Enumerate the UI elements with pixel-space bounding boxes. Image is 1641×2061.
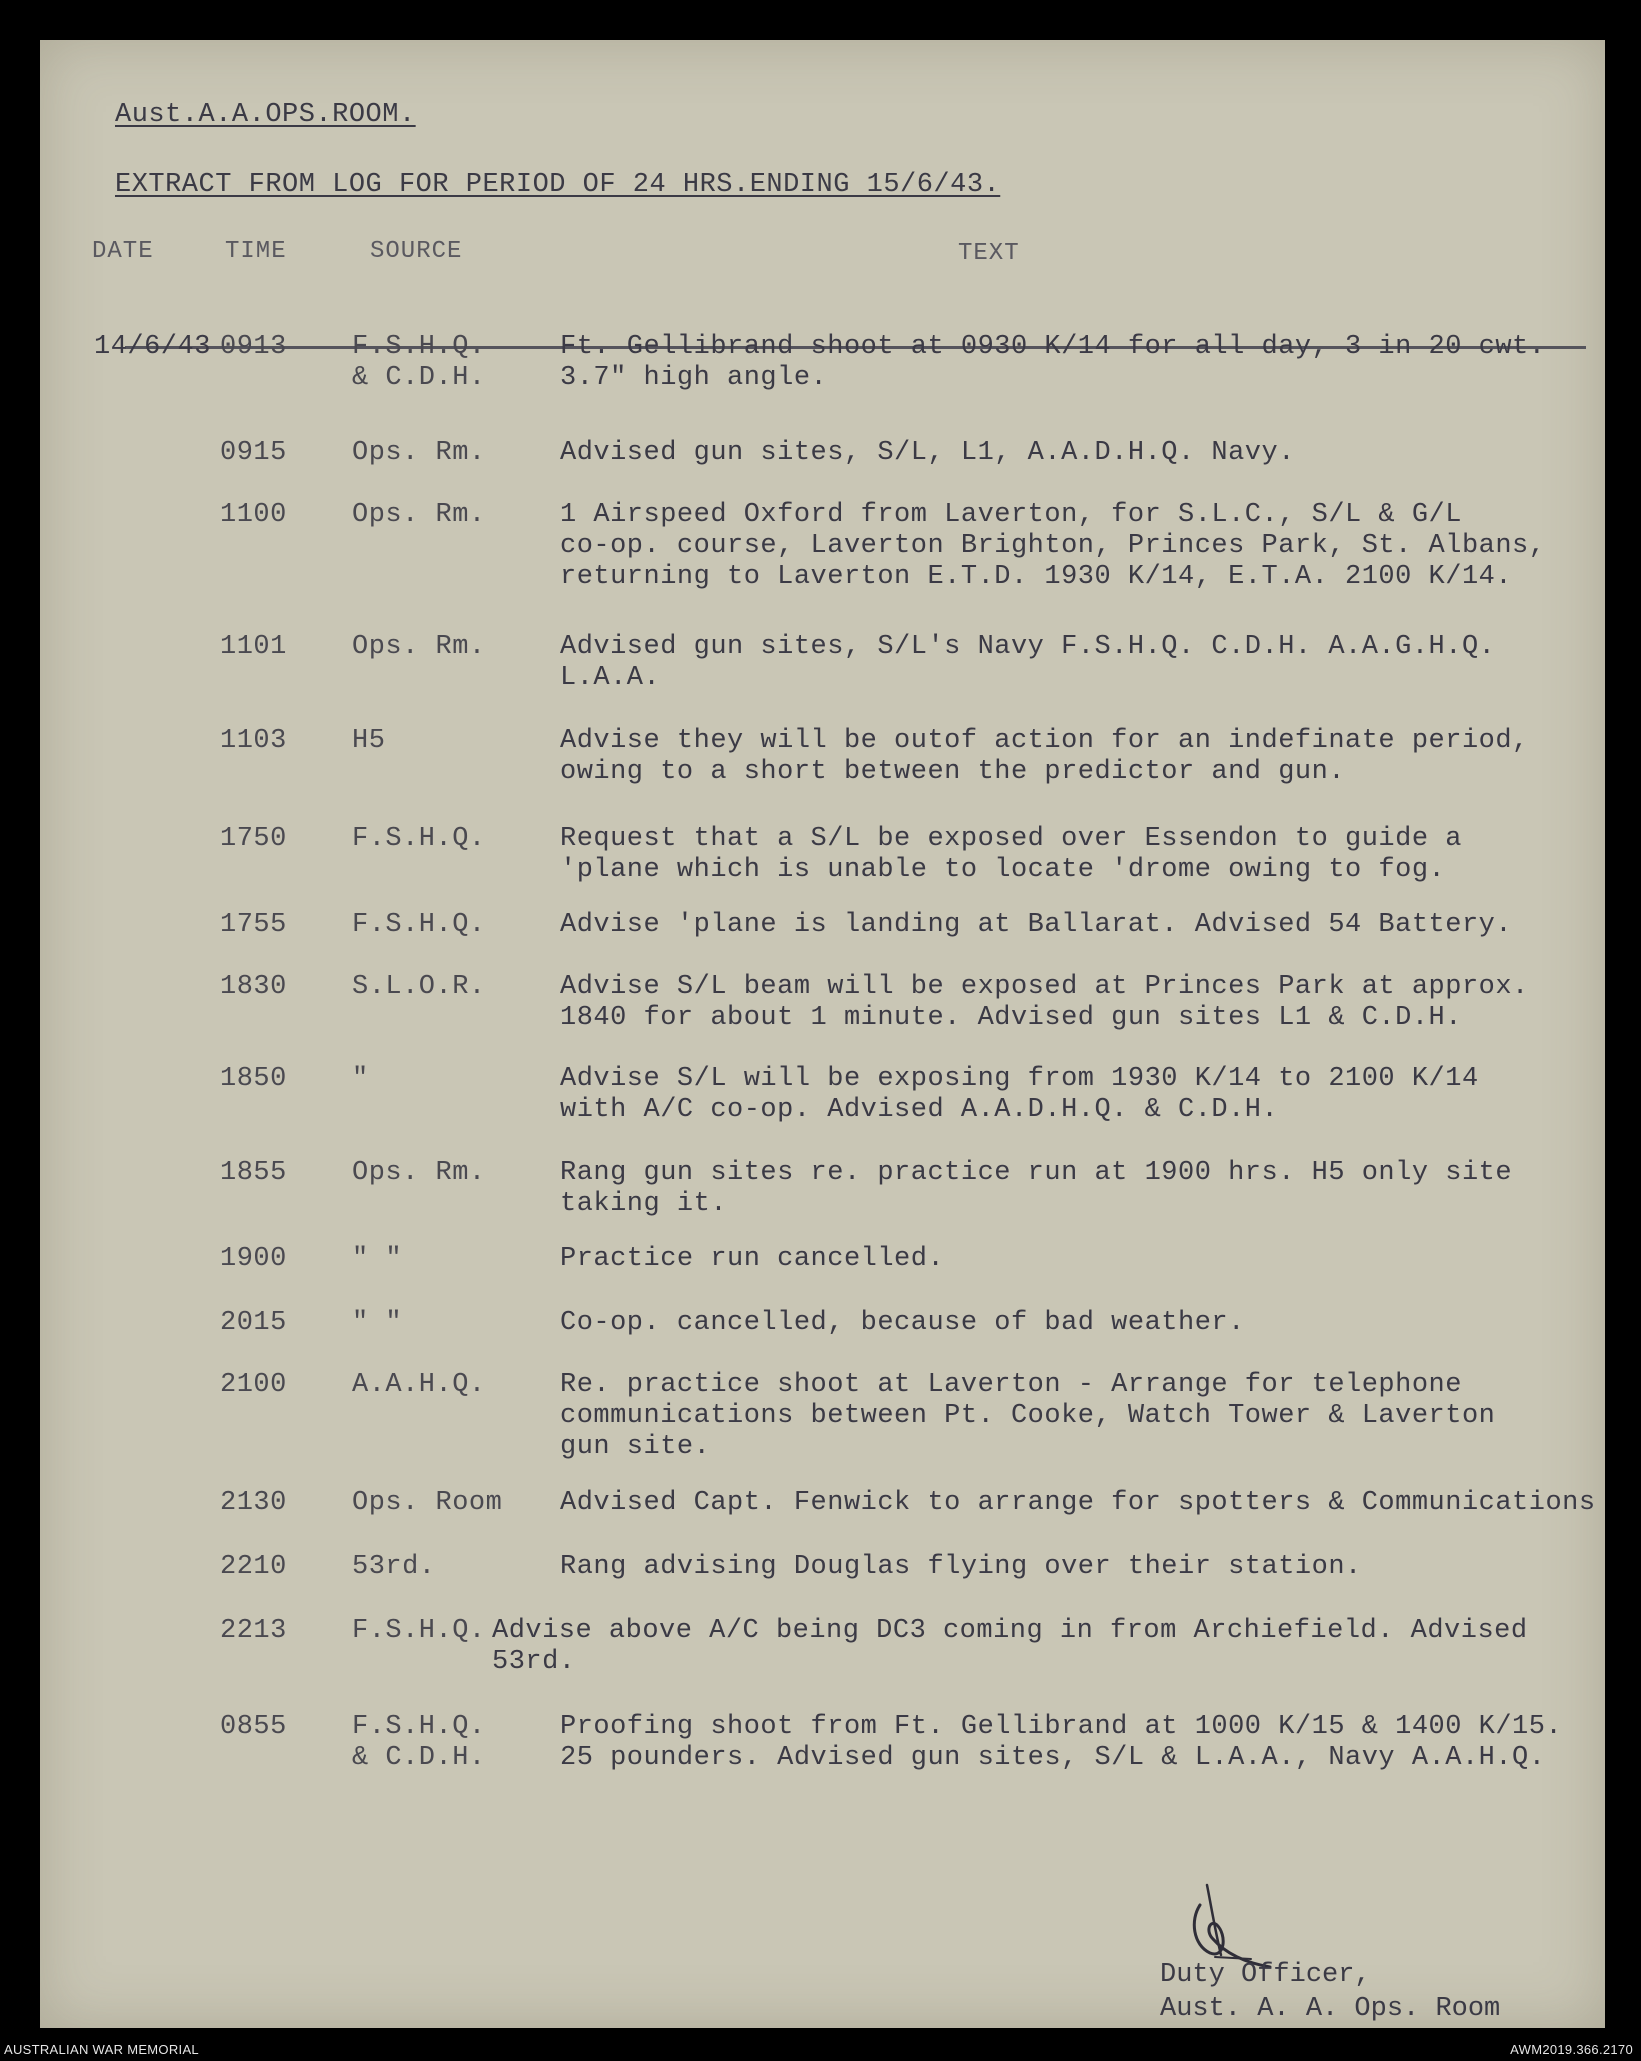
- entry-time: 1755: [220, 910, 287, 940]
- entry-text: Proofing shoot from Ft. Gellibrand at 1000 K/15 & 1400 K/15. 25 pounders. Advised gun sites, S/L & L.A.A., Navy A.A.H.Q.: [560, 1712, 1563, 1773]
- entry-source: Ops. Rm.: [352, 438, 486, 468]
- entry-text: Advised gun sites, S/L's Navy F.S.H.Q. C.D.H. A.A.G.H.Q. L.A.A.: [560, 632, 1496, 693]
- entry-time: 2210: [220, 1552, 287, 1582]
- entry-date: 14/6/43: [94, 332, 211, 362]
- entry-text: Request that a S/L be exposed over Essendon to guide a 'plane which is unable to locate 'drome owing to fog.: [560, 824, 1462, 885]
- column-header-date: DATE: [92, 238, 154, 265]
- signature-office: Aust. A. A. Ops. Room: [1160, 1994, 1501, 2024]
- entry-time: 1100: [220, 500, 287, 530]
- entry-time: 0855: [220, 1712, 287, 1742]
- entry-time: 1855: [220, 1158, 287, 1188]
- entry-time: 1850: [220, 1064, 287, 1094]
- entry-time: 0913: [220, 332, 287, 362]
- column-header-source: SOURCE: [370, 238, 463, 265]
- entry-text: Advise above A/C being DC3 coming in from Archiefield. Advised 53rd.: [492, 1616, 1528, 1677]
- entry-text: Practice run cancelled.: [560, 1244, 945, 1274]
- office-heading: Aust.A.A.OPS.ROOM.: [115, 100, 416, 130]
- footer-reference: AWM2019.366.2170: [1510, 2042, 1633, 2057]
- document-page: [40, 40, 1605, 2028]
- entry-text: Advised gun sites, S/L, L1, A.A.D.H.Q. Navy.: [560, 438, 1295, 468]
- footer-institution: AUSTRALIAN WAR MEMORIAL: [4, 2042, 199, 2057]
- entry-source: H5: [352, 726, 386, 756]
- entry-source: A.A.H.Q.: [352, 1370, 486, 1400]
- entry-time: 1103: [220, 726, 287, 756]
- entry-source: " ": [352, 1244, 403, 1274]
- entry-time: 0915: [220, 438, 287, 468]
- entry-source: Ops. Rm.: [352, 632, 486, 662]
- entry-source: F.S.H.Q.: [352, 1616, 486, 1646]
- entry-source: Ops. Rm.: [352, 1158, 486, 1188]
- entry-text: Ft. Gellibrand shoot at 0930 K/14 for all day, 3 in 20 cwt. 3.7" high angle.: [560, 332, 1546, 393]
- column-header-time: TIME: [225, 238, 287, 265]
- column-header-text: TEXT: [958, 240, 1020, 267]
- entry-time: 2130: [220, 1488, 287, 1518]
- entry-text: Advise S/L beam will be exposed at Princes Park at approx. 1840 for about 1 minute. Advised gun sites L1 & C.D.H.: [560, 972, 1529, 1033]
- entry-source: F.S.H.Q.: [352, 824, 486, 854]
- signature-title: Duty Officer,: [1160, 1960, 1371, 1990]
- extract-heading: EXTRACT FROM LOG FOR PERIOD OF 24 HRS.ENDING 15/6/43.: [115, 170, 1001, 200]
- entry-text: Re. practice shoot at Laverton - Arrange for telephone communications between Pt. Cooke, Watch Tower & Laverton gun site.: [560, 1370, 1496, 1462]
- entry-time: 1900: [220, 1244, 287, 1274]
- entry-time: 1101: [220, 632, 287, 662]
- entry-time: 2100: [220, 1370, 287, 1400]
- entry-source: F.S.H.Q.: [352, 910, 486, 940]
- entry-text: Rang advising Douglas flying over their station.: [560, 1552, 1362, 1582]
- entry-time: 2015: [220, 1308, 287, 1338]
- entry-time: 1750: [220, 824, 287, 854]
- entry-source: F.S.H.Q. & C.D.H.: [352, 1712, 486, 1773]
- entry-source: F.S.H.Q. & C.D.H.: [352, 332, 486, 393]
- entry-time: 1830: [220, 972, 287, 1002]
- entry-time: 2213: [220, 1616, 287, 1646]
- entry-source: 53rd.: [352, 1552, 436, 1582]
- entry-source: Ops. Room: [352, 1488, 503, 1518]
- entry-text: Advise 'plane is landing at Ballarat. Advised 54 Battery.: [560, 910, 1513, 940]
- entry-text: Rang gun sites re. practice run at 1900 hrs. H5 only site taking it.: [560, 1158, 1513, 1219]
- entry-text: 1 Airspeed Oxford from Laverton, for S.L.C., S/L & G/L co-op. course, Laverton Brighton, Princes Park, St. Albans, returning to Laverton E.T.D. 1930 K/14, E.T.A. 2100 K/14.: [560, 500, 1546, 592]
- signature-block: [1160, 1958, 1500, 2026]
- entry-source: " ": [352, 1308, 403, 1338]
- entry-source: Ops. Rm.: [352, 500, 486, 530]
- entry-text: Advise S/L will be exposing from 1930 K/14 to 2100 K/14 with A/C co-op. Advised A.A.D.H.Q. & C.D.H.: [560, 1064, 1479, 1125]
- entry-source: S.L.O.R.: [352, 972, 486, 1002]
- entry-text: Co-op. cancelled, because of bad weather.: [560, 1308, 1245, 1338]
- entry-text: Advise they will be outof action for an indefinate period, owing to a short between the predictor and gun.: [560, 726, 1529, 787]
- entry-text: Advised Capt. Fenwick to arrange for spotters & Communications: [560, 1488, 1596, 1518]
- entry-source: ": [352, 1064, 369, 1094]
